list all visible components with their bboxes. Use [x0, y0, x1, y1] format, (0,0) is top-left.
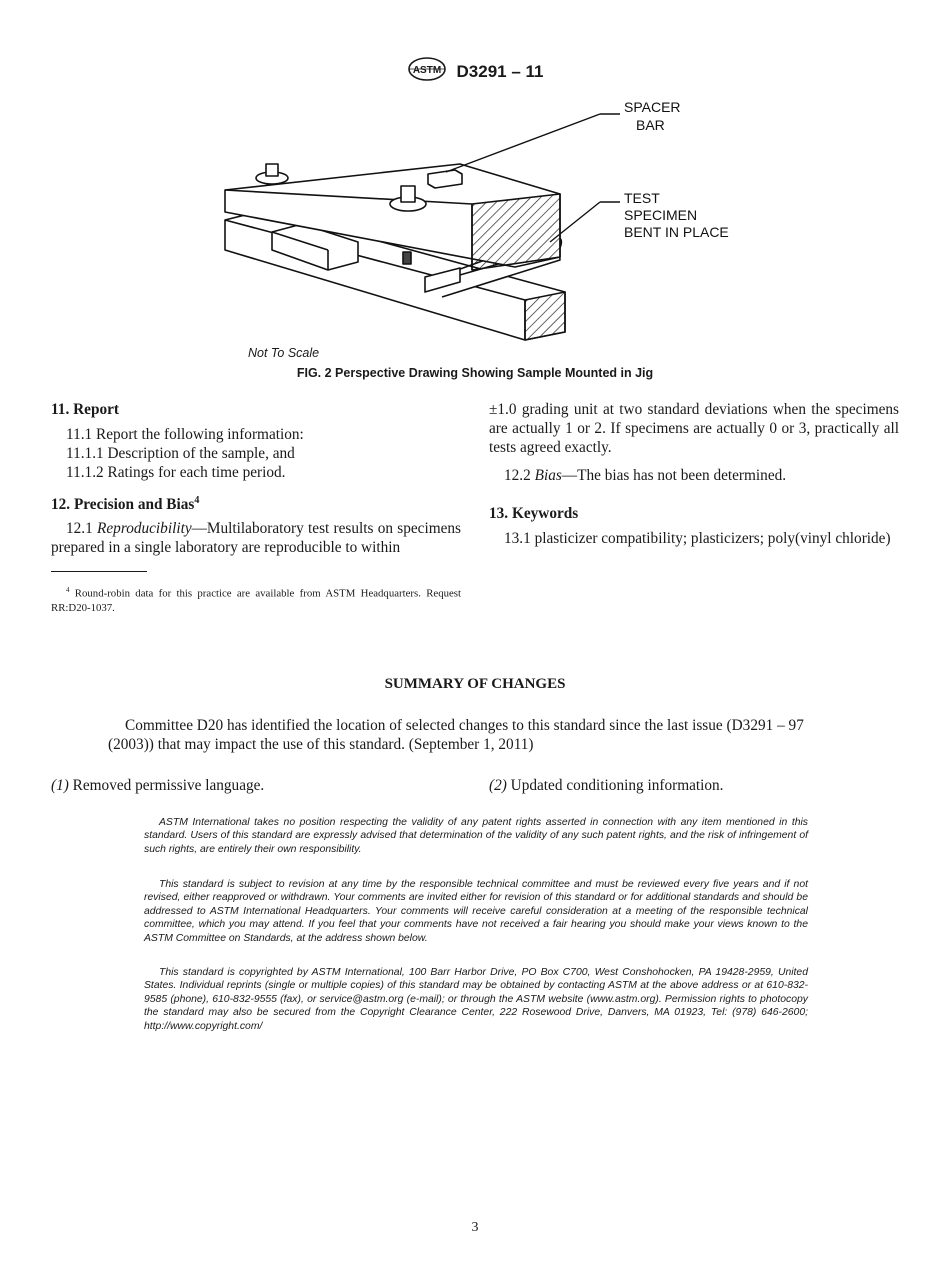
section-12-1: [51, 519, 461, 557]
label-specimen-line1: TEST: [624, 190, 660, 206]
summary-intro: Committee D20 has identified the location of selected changes to this standard since the last issue (D3291 – 97 (2003)) that may impact the use of this standard. (September 1, 2011): [108, 717, 804, 753]
copyright-notice-text: This standard is copyrighted by ASTM International, 100 Barr Harbor Drive, PO Box C700, West Conshohocken, PA 19428-2959, United States. Individual reprints (single or multiple copies) of this standard may be obtained by contacting ASTM at the above address or at 610-832-9585 (phone), 610-832-9555 (fax), or service@astm.org (e-mail); or through the ASTM website (www.astm.org). Permission rights to photocopy the standard may also be secured from the Copyright Clearance Center, 222 Rosewood Drive, Danvers, MA 01923, Tel: (978) 646-2600; http://www.copyright.com/: [144, 967, 808, 1032]
change-item-1: [51, 776, 471, 795]
section-12-1-num: 12.1: [66, 520, 98, 538]
section-13-1: 13.1 plasticizer compatibility; plasticizers; poly(vinyl chloride): [504, 530, 891, 547]
change-1-text: Removed permissive language.: [68, 777, 265, 794]
figure-caption: FIG. 2 Perspective Drawing Showing Sample Mounted in Jig: [296, 366, 654, 380]
label-spacer-line1: SPACER: [624, 99, 681, 115]
patent-notice-text: ASTM International takes no position respecting the validity of any patent rights asserted in connection with any item mentioned in this standard. Users of this standard are expressly advised that determination of the validity of any such patent rights, and the risk of infringement of such rights, are entirely their own responsibility.: [144, 817, 808, 855]
left-column: [51, 400, 461, 557]
section-11-heading: 11. Report: [51, 401, 119, 418]
right-column: [489, 400, 899, 548]
section-13-heading: 13. Keywords: [489, 505, 579, 522]
footnote-4: [51, 583, 461, 615]
jig-figure: [210, 92, 750, 372]
label-specimen-line2: SPECIMEN: [624, 207, 698, 223]
section-12-heading: [51, 491, 461, 514]
not-to-scale-note: Not To Scale: [248, 346, 320, 360]
section-12-2: [489, 466, 899, 485]
section-11-1-1: 11.1.1 Description of the sample, and: [66, 445, 295, 462]
footnote-ref-4: 4: [194, 495, 200, 506]
label-spacer-line2: BAR: [636, 117, 665, 133]
section-11-1-2: 11.1.2 Ratings for each time period.: [66, 464, 286, 481]
change-2-num: (2): [489, 777, 507, 794]
section-12-1-text: —Multilaboratory test results on specimens prepared in a single laboratory are reproducible to within: [51, 520, 462, 557]
page-number: 3: [471, 1220, 479, 1235]
standard-designation: D3291 – 11: [456, 61, 544, 81]
copyright-notice: [144, 966, 808, 1033]
label-specimen-line3: BENT IN PLACE: [624, 224, 729, 240]
revision-notice: [144, 878, 808, 945]
change-item-2: [489, 776, 899, 795]
patent-notice: [144, 816, 808, 856]
revision-notice-text: This standard is subject to revision at any time by the responsible technical committee and must be reviewed every five years and if not revised, either reapproved or withdrawn. Your comments are invited either for revision of this standard or for additional standards and should be addressed to ASTM International Headquarters. Your comments will receive careful consideration at a meeting of the responsible technical committee, which you may attend. If you feel that your comments have not received a fair hearing you should make your views known to the ASTM Committee on Standards, at the address shown below.: [144, 879, 808, 944]
footnote-4-text: Round-robin data for this practice are available from ASTM Headquarters. Request RR:D20-1037.: [51, 587, 461, 614]
footnote-rule: [51, 571, 147, 572]
change-2-text: Updated conditioning information.: [506, 777, 724, 794]
section-12-1-continued: ±1.0 grading unit at two standard deviations when the specimens are actually 1 or 2. If specimens are actually 0 or 3, practically all tests agreed exactly.: [489, 401, 899, 456]
jig-drawing: [210, 92, 750, 372]
summary-title: SUMMARY OF CHANGES: [384, 676, 566, 692]
footnote-4-num: 4: [66, 586, 70, 594]
section-12-2-text: —The bias has not been determined.: [561, 467, 787, 484]
section-12-2-term: Bias: [534, 467, 562, 484]
page-header: [0, 56, 950, 87]
section-12-1-term: Reproducibility: [97, 520, 192, 538]
section-11-1: 11.1 Report the following information:: [66, 426, 304, 443]
section-12-2-num: 12.2: [504, 467, 535, 484]
astm-logo-text: ASTM: [412, 65, 441, 76]
astm-logo-icon: [407, 56, 447, 87]
change-1-num: (1): [51, 777, 69, 794]
section-12-heading-text: 12. Precision and Bias: [51, 496, 195, 514]
